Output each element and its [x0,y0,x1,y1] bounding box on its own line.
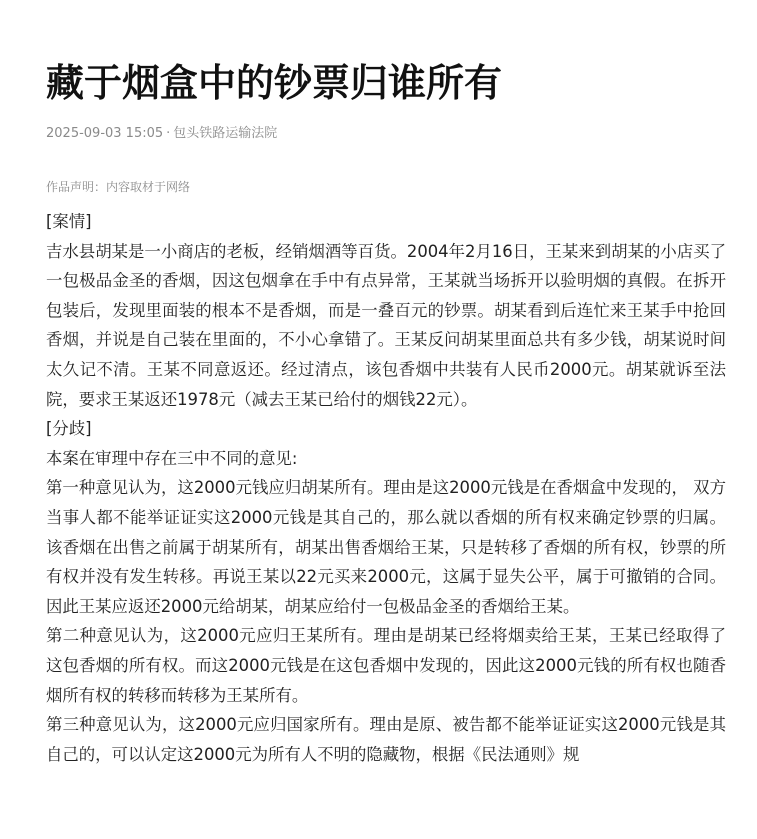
body-paragraph: 本案在审理中存在三中不同的意见: [46,448,298,468]
article-body [46,207,726,769]
meta-separator: · [166,126,171,141]
article-meta [46,124,277,144]
content-declaration: 作品声明：内容取材于网络 [46,180,191,194]
body-paragraph: 第一种意见认为，这2000元钱应归胡某所有。理由是这2000元钱是在香烟盒中发现的， 双方当事人都不能举证证实这2000元钱是其自己的，那么就以香烟的所有权来确定钞票的归属。该香烟在出售之前属于胡某所有，胡某出售香烟给王某，只是转移了香烟的所有权，钞票的所有权并没有发生转移。再说王某以22元买来2000元，这属于显失公平，属于可撤销的合同。因此王某应返还2000元给胡某，胡某应给付一包极品金圣的香烟给王某。 [46,478,726,616]
section-heading: [案情] [46,212,92,231]
article-title: 藏于烟盒中的钞票归谁所有 [46,61,503,105]
publish-datetime: 2025-09-03 15:05 [46,126,164,141]
source-link[interactable]: 包头铁路运输法院 [173,126,278,141]
section-heading: [分歧] [46,419,92,439]
body-paragraph: 吉水县胡某是一小商店的老板，经销烟酒等百货。2004年2月16日，王某来到胡某的小店买了一包极品金圣的香烟，因这包烟拿在手中有点异常，王某就当场拆开以验明烟的真假。在拆开包装后，发现里面装的根本不是香烟，而是一叠百元的钞票。胡某看到后连忙来王某手中抢回香烟，并说是自己装在里面的，不小心拿错了。王某反问胡某里面总共有多少钱，胡某说时间太久记不清。王某不同意返还。经过清点，该包香烟中共装有人民币2000元。胡某就诉至法院，要求王某返还1978元（减去王某已给付的烟钱22元）。 [46,241,726,409]
body-paragraph: 第三种意见认为，这2000元应归国家所有。理由是原、被告都不能举证证实这2000元钱是其自己的，可以认定这2000元为所有人不明的隐藏物，根据《民法通则》规 [46,715,726,764]
body-paragraph: 第二种意见认为，这2000元应归王某所有。理由是胡某已经将烟卖给王某，王某已经取得了这包香烟的所有权。而这2000元钱是在这包香烟中发现的，因此这2000元钱的所有权也随香烟所有权的转移而转移为王某所有。 [46,626,726,705]
